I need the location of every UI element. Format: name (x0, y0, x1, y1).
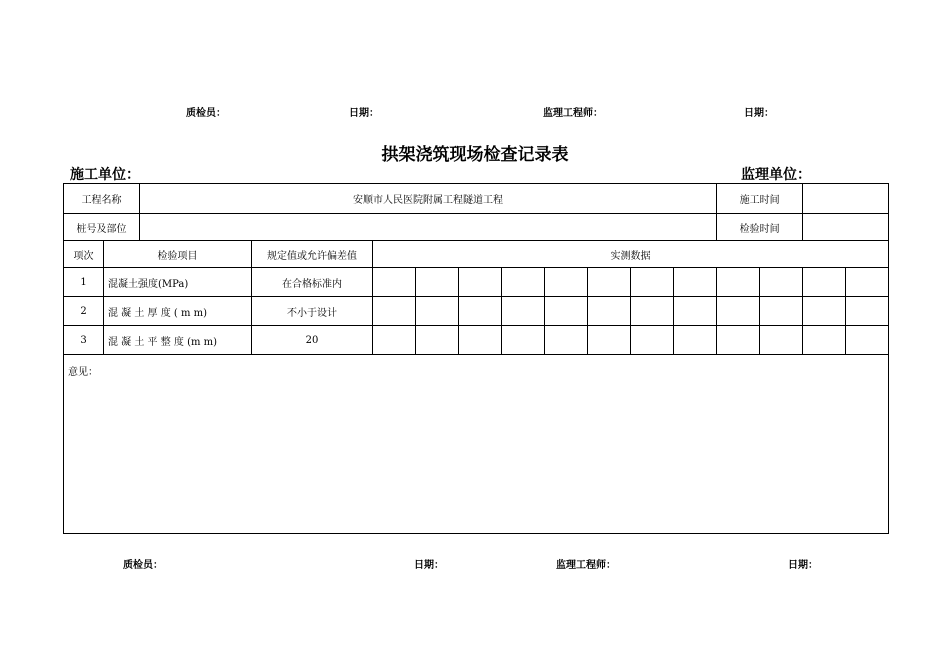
row-no: 2 (64, 297, 104, 326)
row-item: 混凝土强度(MPa) (104, 268, 252, 297)
row-spec: 20 (252, 326, 373, 355)
data-cell[interactable] (631, 326, 674, 355)
bottom-date-label-1: 日期： (414, 560, 444, 571)
header-data: 实测数据 (373, 241, 889, 268)
opinion-cell[interactable] (64, 355, 889, 534)
data-cell[interactable] (803, 326, 846, 355)
data-cell[interactable] (803, 268, 846, 297)
data-cell[interactable] (459, 268, 502, 297)
data-cell[interactable] (416, 268, 459, 297)
header-item: 检验项目 (104, 241, 252, 268)
data-cell[interactable] (416, 297, 459, 326)
table-row (64, 326, 889, 355)
data-cell[interactable] (416, 326, 459, 355)
row-item: 混 凝 土 厚 度 ( m m) (104, 297, 252, 326)
row-no: 3 (64, 326, 104, 355)
data-cell[interactable] (631, 297, 674, 326)
data-cell[interactable] (588, 297, 631, 326)
data-cell[interactable] (674, 297, 717, 326)
data-cell[interactable] (502, 268, 545, 297)
row-spec: 不小于设计 (252, 297, 373, 326)
data-cell[interactable] (631, 268, 674, 297)
row-spec: 在合格标准内 (252, 268, 373, 297)
station-value[interactable] (140, 214, 717, 241)
data-cell[interactable] (846, 326, 889, 355)
top-supervisor-label: 监理工程师： (543, 108, 603, 119)
inspection-time-label: 检验时间 (717, 214, 803, 241)
construction-time-value[interactable] (803, 184, 889, 214)
top-date-label-2: 日期： (744, 108, 774, 119)
data-cell[interactable] (846, 297, 889, 326)
bottom-date-label-2: 日期： (788, 560, 818, 571)
data-cell[interactable] (545, 268, 588, 297)
data-cell[interactable] (373, 297, 416, 326)
inspection-time-value[interactable] (803, 214, 889, 241)
station-label: 桩号及部位 (64, 214, 140, 241)
data-cell[interactable] (674, 268, 717, 297)
row-item: 混 凝 土 平 整 度 (m m) (104, 326, 252, 355)
data-cell[interactable] (588, 268, 631, 297)
data-cell[interactable] (760, 326, 803, 355)
data-cell[interactable] (502, 297, 545, 326)
data-cell[interactable] (717, 268, 760, 297)
data-cell[interactable] (545, 297, 588, 326)
top-inspector-label: 质检员： (186, 108, 226, 119)
header-spec: 规定值或允许偏差值 (252, 241, 373, 268)
bottom-inspector-label: 质检员： (123, 560, 163, 571)
data-cell[interactable] (803, 297, 846, 326)
row-no: 1 (64, 268, 104, 297)
data-cell[interactable] (545, 326, 588, 355)
project-name-value: 安顺市人民医院附属工程隧道工程 (140, 184, 717, 214)
header-no: 项次 (64, 241, 104, 268)
data-cell[interactable] (846, 268, 889, 297)
project-name-label: 工程名称 (64, 184, 140, 214)
data-cell[interactable] (373, 326, 416, 355)
opinion-label: 意见： (68, 367, 98, 378)
data-cell[interactable] (717, 297, 760, 326)
data-cell[interactable] (760, 297, 803, 326)
construction-time-label: 施工时间 (717, 184, 803, 214)
data-cell[interactable] (459, 326, 502, 355)
data-cell[interactable] (760, 268, 803, 297)
data-cell[interactable] (588, 326, 631, 355)
table-row (64, 268, 889, 297)
top-date-label-1: 日期： (349, 108, 379, 119)
construction-unit-label: 施工单位： (70, 167, 140, 183)
data-cell[interactable] (373, 268, 416, 297)
table-row (64, 297, 889, 326)
inspection-record-table (63, 183, 889, 534)
page-title: 拱架浇筑现场检查记录表 (381, 145, 569, 165)
data-cell[interactable] (674, 326, 717, 355)
data-cell[interactable] (502, 326, 545, 355)
data-cell[interactable] (459, 297, 502, 326)
data-cell[interactable] (717, 326, 760, 355)
supervision-unit-label: 监理单位： (741, 167, 811, 183)
bottom-supervisor-label: 监理工程师： (556, 560, 616, 571)
